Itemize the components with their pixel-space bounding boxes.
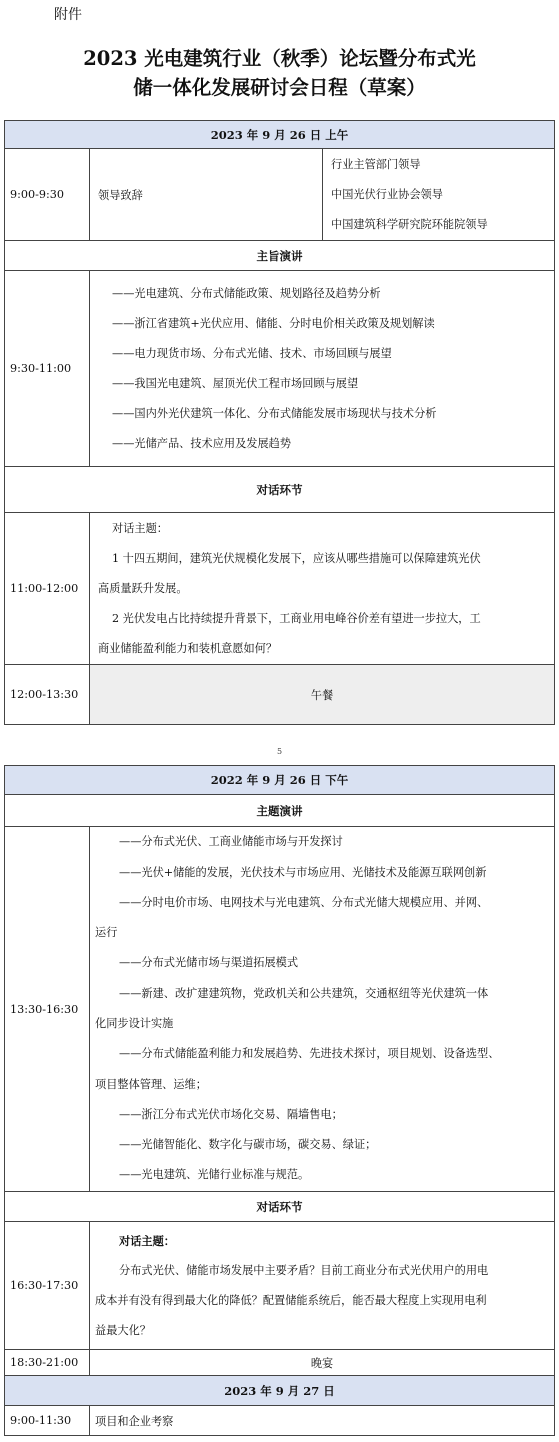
topic: ——分布式光储市场与渠道拓展模式 — [119, 956, 299, 970]
keynote-topics — [90, 271, 555, 467]
time-cell: 9:00-9:30 — [5, 149, 90, 241]
visit-cell: 项目和企业考察 — [90, 1406, 555, 1436]
time-cell: 12:00-13:30 — [5, 665, 90, 725]
dialogue-line: 益最大化？ — [95, 1323, 151, 1337]
dinner-cell: 晚宴 — [90, 1350, 555, 1376]
dialogue-intro: 对话主题： — [119, 1233, 175, 1248]
topic: ——我国光电建筑、屋顶光伏工程市场回顾与展望 — [112, 376, 359, 390]
dialogue-intro: 对话主题： — [112, 521, 168, 535]
day-header-day2: 2023 年 9 月 27 日 — [5, 1376, 555, 1406]
day-header-morning: 2023 年 9 月 26 日 上午 — [5, 121, 555, 149]
dialogue-line: 成本并有没有得到最大化的降低？配置储能系统后，能否最大程度上实现用电利 — [95, 1293, 487, 1307]
dialogue-topics — [90, 513, 555, 665]
section-label-themed: 主题演讲 — [5, 795, 555, 827]
title-line-1: 2023 光电建筑行业（秋季）论坛暨分布式光 — [83, 47, 476, 70]
speaker: 行业主管部门领导 — [331, 157, 421, 171]
themed-topics — [90, 827, 555, 1192]
topic: ——分布式储能盈利能力和发展趋势、先进技术探讨，项目规划、设备选型、 — [119, 1047, 500, 1061]
speaker-list — [323, 149, 555, 241]
topic: ——分时电价市场、电网技术与光电建筑、分布式光储大规模应用、并网、 — [119, 895, 489, 909]
time-cell: 11:00-12:00 — [5, 513, 90, 665]
question-line: 1 十四五期间，建筑光伏规模化发展下，应该从哪些措施可以保障建筑光伏 — [112, 551, 481, 565]
attachment-label: 附件 — [54, 7, 82, 23]
topic: ——光储产品、技术应用及发展趋势 — [112, 436, 292, 450]
time-cell: 13:30-16:30 — [5, 827, 90, 1192]
topic: 项目整体管理、运维； — [95, 1077, 207, 1091]
dialogue-line: 分布式光伏、储能市场发展中主要矛盾？目前工商业分布式光伏用户的用电 — [119, 1263, 489, 1277]
time-cell: 9:00-11:30 — [5, 1406, 90, 1436]
time-cell: 16:30-17:30 — [5, 1222, 90, 1350]
section-label-dialogue-pm: 对话环节 — [5, 1192, 555, 1222]
question-line: 商业储能盈利能力和装机意愿如何？ — [98, 641, 278, 655]
lunch-cell: 午餐 — [90, 665, 555, 725]
question-line: 2 光伏发电占比持续提升背景下，工商业用电峰谷价差有望进一步拉大，工 — [112, 611, 481, 625]
topic: ——光伏+储能的发展，光伏技术与市场应用、光储技术及能源互联网创新 — [119, 865, 487, 879]
topic: ——新建、改扩建建筑物，党政机关和公共建筑，交通枢纽等光伏建筑一体 — [119, 986, 489, 1000]
day-header-afternoon: 2022 年 9 月 26 日 下午 — [5, 766, 555, 795]
speaker: 中国建筑科学研究院环能院领导 — [331, 217, 488, 231]
topic: ——国内外光伏建筑一体化、分布式储能发展市场现状与技术分析 — [112, 406, 437, 420]
topic: ——分布式光伏、工商业储能市场与开发探讨 — [119, 835, 343, 849]
schedule-table-afternoon — [4, 765, 555, 1436]
topic: ——电力现货市场、分布式光储、技术、市场回顾与展望 — [112, 346, 392, 360]
time-cell: 9:30-11:00 — [5, 271, 90, 467]
dialogue-topics-pm — [90, 1222, 555, 1350]
topic: ——光电建筑、光储行业标准与规范。 — [119, 1168, 310, 1182]
time-cell: 18:30-21:00 — [5, 1350, 90, 1376]
document-title — [0, 44, 559, 102]
topic: ——光储智能化、数字化与碳市场，碳交易、绿证； — [119, 1138, 377, 1152]
topic: ——浙江分布式光伏市场化交易、隔墙售电； — [119, 1107, 343, 1121]
agenda-item: 领导致辞 — [90, 149, 323, 241]
topic: 化同步设计实施 — [95, 1017, 174, 1030]
topic: ——浙江省建筑+光伏应用、储能、分时电价相关政策及规划解读 — [112, 316, 435, 330]
section-label-keynote: 主旨演讲 — [5, 241, 555, 271]
schedule-table-morning — [4, 120, 555, 725]
question-line: 高质量跃升发展。 — [98, 581, 188, 595]
page-number: 5 — [276, 747, 283, 756]
speaker: 中国光伏行业协会领导 — [331, 187, 443, 201]
topic: ——光电建筑、分布式储能政策、规划路径及趋势分析 — [112, 286, 381, 300]
section-label-dialogue: 对话环节 — [5, 467, 555, 513]
title-line-2: 储一体化发展研讨会日程（草案） — [133, 76, 426, 99]
topic: 运行 — [95, 926, 118, 940]
